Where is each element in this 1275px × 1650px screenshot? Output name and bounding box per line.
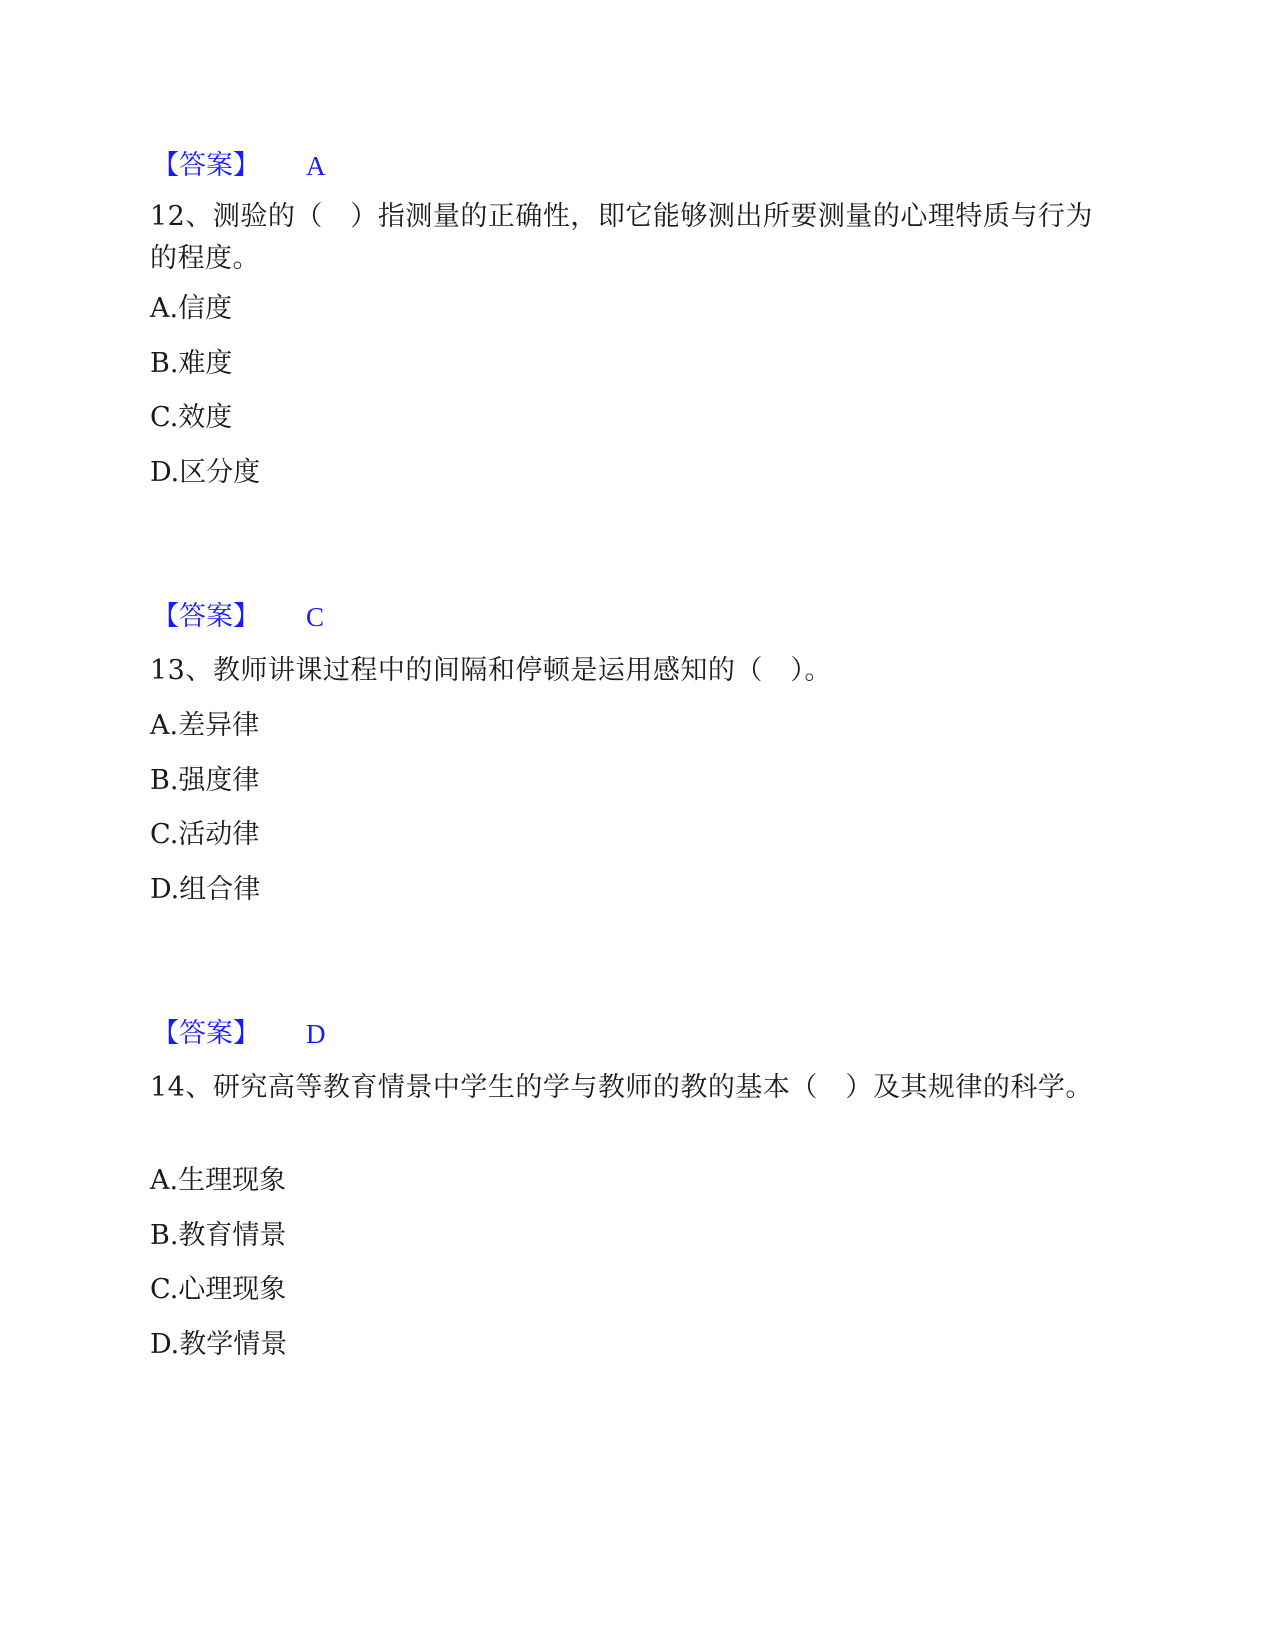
question-text: 13、教师讲课过程中的间隔和停顿是运用感知的（ ）。 [150, 655, 832, 686]
answer-value: A [306, 151, 326, 181]
option-b: B.难度 [150, 348, 233, 379]
answer-row [152, 1016, 326, 1052]
option-c: C.效度 [150, 402, 233, 433]
answer-label: 【答案】 [152, 1018, 260, 1049]
option-b: B.教育情景 [150, 1220, 287, 1251]
answer-label: 【答案】 [152, 150, 260, 181]
question-text: 12、测验的（ ）指测量的正确性，即它能够测出所要测量的心理特质与行为的程度。 [150, 201, 1093, 274]
answer-value: C [306, 602, 325, 632]
option-c: C.活动律 [150, 819, 260, 850]
answer-row [152, 148, 326, 184]
option-c: C.心理现象 [150, 1274, 287, 1305]
option-b: B.强度律 [150, 765, 260, 796]
answer-value: D [306, 1019, 326, 1049]
option-d: D.区分度 [150, 457, 261, 488]
answer-label: 【答案】 [152, 601, 260, 632]
option-a: A.生理现象 [150, 1165, 287, 1196]
option-d: D.组合律 [150, 874, 261, 905]
option-a: A.差异律 [150, 710, 260, 741]
question-text: 14、研究高等教育情景中学生的学与教师的教的基本（ ）及其规律的科学。 [150, 1072, 1093, 1103]
option-a: A.信度 [150, 293, 233, 324]
option-d: D.教学情景 [150, 1329, 288, 1360]
answer-row [152, 599, 325, 635]
